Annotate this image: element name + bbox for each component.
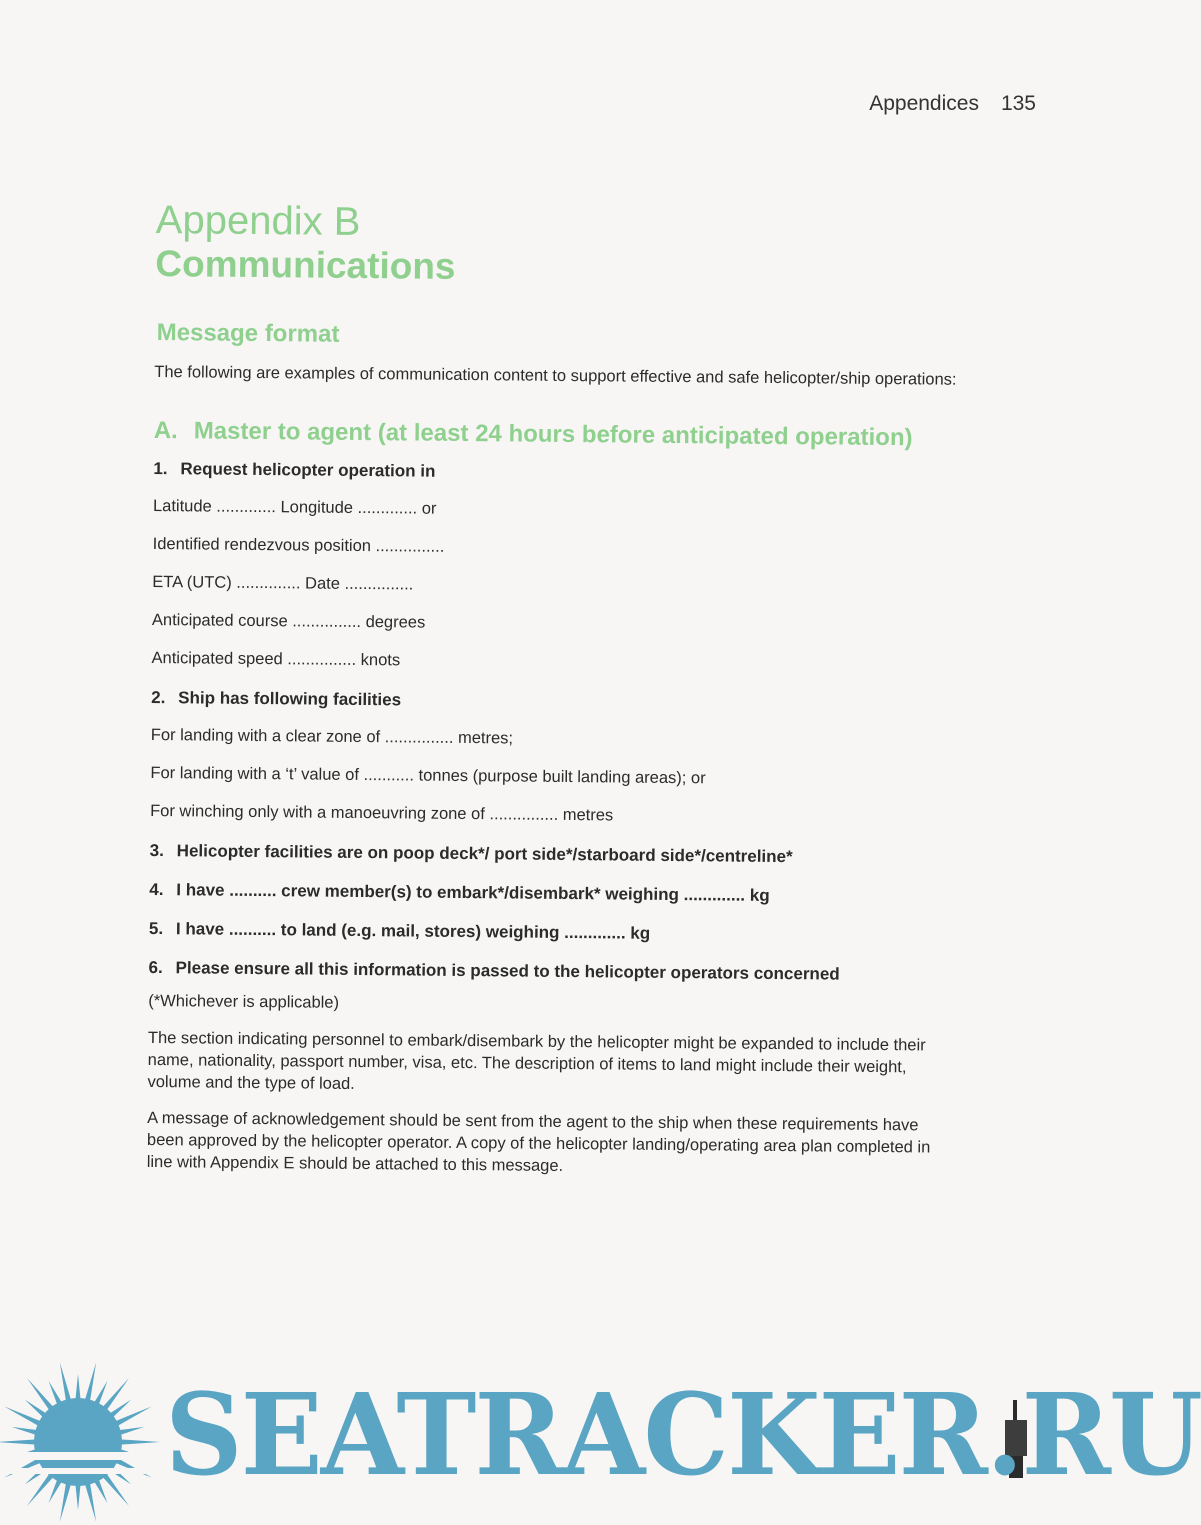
sun-ray	[75, 1482, 81, 1510]
page-content	[147, 198, 961, 1181]
sun-ray	[118, 1439, 160, 1445]
field-eta-date: ETA (UTC) .............. Date ...............	[152, 573, 414, 594]
watermark-text: SEATRACKER.RU	[165, 1370, 1201, 1501]
sun-ray	[0, 1439, 38, 1445]
field-rendezvous-position: Identified rendezvous position ...............	[152, 535, 445, 557]
sun-ray	[93, 1477, 108, 1504]
applicability-note: (*Whichever is applicable)	[148, 992, 340, 1013]
sun-ray	[12, 1427, 40, 1436]
section-a-title: Master to agent (at least 24 hours before anticipated operation)	[193, 417, 913, 452]
sun-ray	[93, 1381, 108, 1408]
item-number: 6.	[148, 958, 163, 978]
page-number: 135	[1000, 92, 1036, 115]
acknowledgement-paragraph: A message of acknowledgement should be sent from the agent to the ship when these requirements have been approved by the helicopter operator. A copy of the helicopter landing/operating area plan completed in line with Appendix E should be attached to this message.	[146, 1109, 931, 1176]
running-head-section: Appendices	[869, 92, 979, 115]
item-text: Request helicopter operation in	[180, 459, 436, 482]
item-3-heading	[150, 841, 955, 869]
sun-ray	[84, 1480, 96, 1522]
personnel-paragraph: The section indicating personnel to embark/disembark by the helicopter might be expanded to include their name, nationality, passport number, visa, etc. The description of items to land might include their weight, volume and the type of load.	[147, 1029, 926, 1094]
running-head	[847, 92, 1036, 116]
section-a-heading	[154, 417, 959, 453]
sun-ray	[60, 1362, 72, 1404]
item-1-heading	[153, 459, 958, 487]
message-format-heading: Message format	[156, 319, 340, 349]
sun-ray	[49, 1477, 64, 1504]
field-latitude-longitude: Latitude ............. Longitude ............. or	[152, 497, 437, 519]
item-text: Please ensure all this information is passed to the helicopter operators concerned	[175, 958, 840, 984]
item-2-heading	[151, 688, 956, 716]
sun-icon	[0, 1362, 160, 1522]
field-winching-zone: For winching only with a manoeuvring zone of ............... metres	[150, 802, 614, 825]
sun-ray	[101, 1378, 129, 1413]
item-6-heading	[149, 958, 954, 986]
field-anticipated-speed: Anticipated speed ............... knots	[151, 649, 401, 670]
item-5-heading	[149, 919, 954, 947]
sun-ray	[75, 1374, 81, 1402]
field-clear-zone: For landing with a clear zone of ............... metres;	[150, 726, 514, 748]
sea-band	[0, 1468, 160, 1474]
item-text: I have .......... to land (e.g. mail, stores) weighing ............. kg	[175, 919, 651, 944]
appendix-title: Appendix B	[155, 198, 361, 244]
field-anticipated-course: Anticipated course ............... degrees	[151, 611, 426, 632]
item-number: 2.	[151, 688, 166, 708]
section-letter: A.	[153, 417, 178, 445]
sun-ray	[49, 1381, 64, 1408]
item-4-heading	[149, 880, 954, 908]
item-number: 3.	[149, 841, 165, 861]
item-text: Ship has following facilities	[178, 688, 402, 710]
sun-ray	[101, 1472, 129, 1507]
item-number: 4.	[149, 880, 164, 900]
item-number: 5.	[148, 919, 164, 939]
sun-ray	[84, 1362, 96, 1404]
sun-ray	[27, 1378, 55, 1413]
field-t-value: For landing with a ‘t’ value of ........... tonnes (purpose built landing areas); or	[150, 764, 706, 788]
intro-paragraph: The following are examples of communication content to support effective and safe helicopter/ship operations:	[154, 363, 957, 390]
sun-ray	[60, 1480, 72, 1522]
appendix-subtitle: Communications	[155, 242, 456, 287]
sun-ray	[27, 1472, 55, 1507]
sun-ray	[116, 1427, 144, 1436]
item-number: 1.	[153, 459, 168, 479]
sea-band	[0, 1452, 160, 1460]
item-text: I have .......... crew member(s) to embark*/disembark* weighing ............. kg	[176, 880, 770, 906]
item-text: Helicopter facilities are on poop deck*/ port side*/starboard side*/centreline*	[176, 841, 793, 867]
